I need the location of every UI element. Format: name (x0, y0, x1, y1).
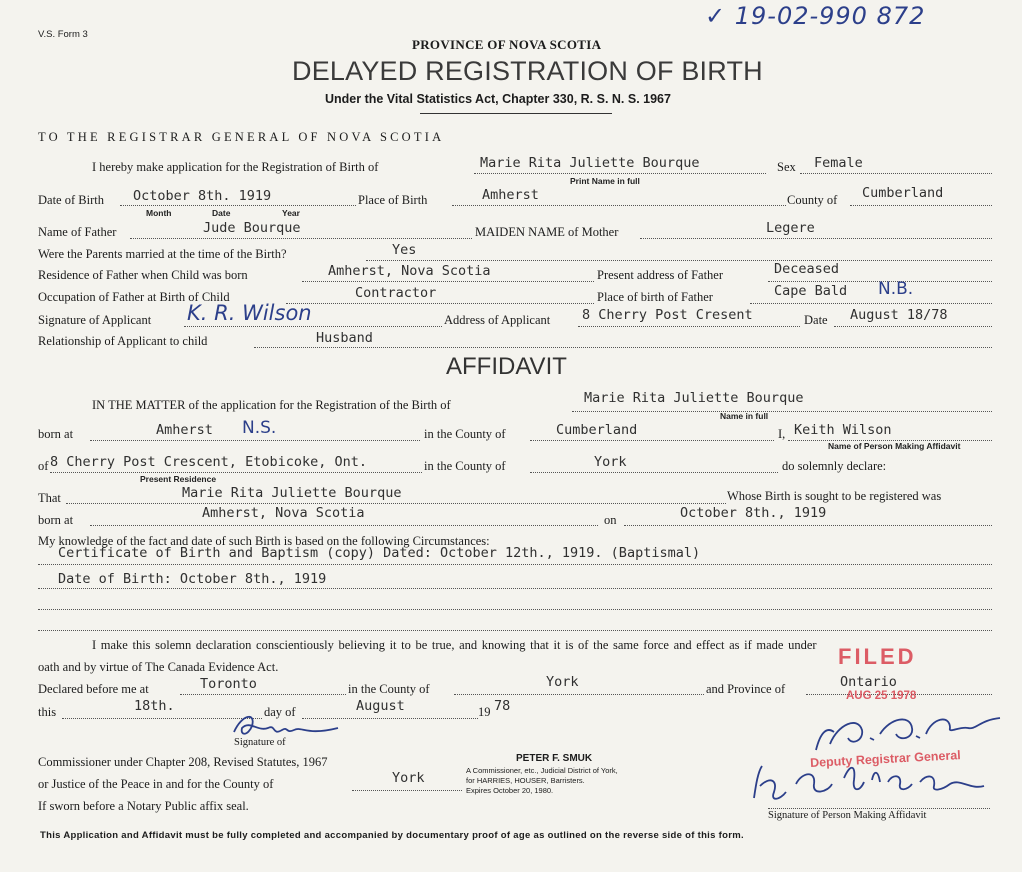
child-name-line (474, 173, 766, 174)
dob-label: Date of Birth (38, 193, 104, 207)
declaration-2: oath and by virtue of The Canada Evidence Act. (38, 660, 279, 674)
father-line (130, 238, 472, 239)
applicant-sig-label: Signature of Applicant (38, 313, 152, 327)
relationship-value: Husband (316, 330, 373, 346)
filed-date-stamp: AUG 25 1978 (846, 690, 917, 702)
dob-value: October 8th. 1919 (133, 188, 272, 204)
dob-part-month: Month (146, 208, 172, 218)
applicant-sig-line (184, 326, 442, 327)
res-county-value: York (594, 454, 627, 470)
sex-line (800, 173, 992, 174)
matter-name-value: Marie Rita Juliette Bourque (584, 390, 804, 406)
year-value: 78 (494, 698, 511, 714)
address-value: 8 Cherry Post Cresent (582, 307, 753, 323)
declared-at-value: Toronto (200, 676, 257, 692)
that-line (66, 503, 726, 504)
child-name-value: Marie Rita Juliette Bourque (480, 155, 700, 171)
county-label: County of (787, 193, 838, 207)
relationship-label: Relationship of Applicant to child (38, 334, 208, 348)
declared-label: Declared before me at (38, 682, 149, 696)
circ-line-3 (38, 609, 992, 610)
occupation-label: Occupation of Father at Birth of Child (38, 290, 230, 304)
born-at2-value: Amherst, Nova Scotia (202, 505, 365, 521)
province-value: Ontario (840, 674, 897, 690)
residence-value: 8 Cherry Post Crescent, Etobicoke, Ont. (50, 454, 367, 470)
occupation-value: Contractor (355, 285, 437, 301)
matter-line (572, 411, 992, 412)
father-res-line (302, 281, 594, 282)
born-at2-label: born at (38, 513, 74, 527)
footer-note: This Application and Affidavit must be fully completed and accompanied by documentary proof of age as outlined on the reverse side of this form. (40, 830, 744, 841)
res-county-line (530, 472, 778, 473)
occupation-line (286, 303, 594, 304)
month-value: August (356, 698, 405, 714)
father-present-value: Deceased (774, 261, 840, 277)
circumstance-1: Certificate of Birth and Baptism (copy) Dated: October 12th., 1919. (Baptismal) (58, 545, 701, 561)
maiden-label: MAIDEN NAME of Mother (475, 225, 619, 239)
father-pob-label: Place of birth of Father (597, 290, 713, 304)
born-on-value: October 8th., 1919 (680, 505, 827, 521)
notary-label: If sworn before a Notary Public affix seal. (38, 799, 249, 813)
deponent-hint: Name of Person Making Affidavit (828, 441, 961, 451)
father-value: Jude Bourque (203, 220, 301, 236)
born-on-line (624, 525, 992, 526)
sex-label: Sex (777, 160, 796, 174)
year-prefix: 19 (478, 705, 491, 719)
that-label: That (38, 491, 61, 505)
affidavit-heading: AFFIDAVIT (446, 353, 567, 380)
date-line (834, 326, 992, 327)
res-county-label: in the County of (424, 459, 506, 473)
form-title: DELAYED REGISTRATION OF BIRTH (292, 56, 763, 86)
deponent-signature (740, 740, 1000, 812)
stamp-line-3: Expires October 20, 1980. (466, 786, 554, 795)
date-label: Date (804, 313, 828, 327)
declared-county-label: in the County of (348, 682, 430, 696)
matter-label: IN THE MATTER of the application for the Registration of the Birth of (92, 398, 451, 412)
date-value: August 18/78 (850, 307, 948, 323)
married-line (366, 260, 992, 261)
address-line (578, 326, 800, 327)
whose-label: Whose Birth is sought to be registered was (727, 489, 942, 503)
born-at-line (90, 440, 420, 441)
justice-label: or Justice of the Peace in and for the County of (38, 777, 274, 791)
filed-stamp: FILED (838, 644, 917, 669)
deponent-value: Keith Wilson (794, 422, 892, 438)
father-res-value: Amherst, Nova Scotia (328, 263, 491, 279)
stamp-line-2: for HARRIES, HOUSER, Barristers. (466, 776, 585, 785)
file-number-note: ✓ 19-02-990 872 (705, 2, 926, 30)
father-pob-value: Cape Bald (774, 283, 848, 299)
declared-line (180, 694, 346, 695)
county-value: Cumberland (862, 185, 944, 201)
pob-value: Amherst (482, 187, 539, 203)
dob-part-date: Date (212, 208, 231, 218)
name-in-full-hint: Name in full (720, 411, 769, 421)
declared-county-line (454, 694, 704, 695)
that-name-value: Marie Rita Juliette Bourque (182, 485, 402, 501)
father-present-label: Present address of Father (597, 268, 724, 282)
circ-line-4 (38, 630, 992, 631)
applicant-signature: K. R. Wilson (187, 301, 312, 325)
title-rule (420, 113, 612, 114)
circ-line-2 (38, 588, 992, 589)
on-label: on (604, 513, 617, 527)
province-header: PROVINCE OF NOVA SCOTIA (412, 37, 602, 52)
commissioner-label: Commissioner under Chapter 208, Revised Statutes, 1967 (38, 755, 328, 769)
addressee: TO THE REGISTRAR GENERAL OF NOVA SCOTIA (38, 130, 445, 144)
print-name-hint: Print Name in full (570, 176, 640, 186)
deputy-registrar-stamp: Deputy Registrar General (809, 748, 962, 770)
day-of-label: day of (264, 705, 296, 719)
born-at-handwritten: N.S. (242, 418, 277, 438)
born-at-value: Amherst (156, 422, 213, 438)
sex-value: Female (814, 155, 863, 171)
province-label: and Province of (706, 682, 786, 696)
father-label: Name of Father (38, 225, 117, 239)
dob-line (120, 205, 356, 206)
married-value: Yes (392, 242, 417, 258)
stamp-name: PETER F. SMUK (516, 753, 593, 764)
deponent-sig-label: Signature of Person Making Affidavit (768, 810, 927, 821)
residence-hint: Present Residence (140, 474, 217, 484)
relationship-line (254, 347, 992, 348)
declared-county-value: York (546, 674, 579, 690)
i-label: I, (778, 427, 786, 441)
maiden-value: Legere (766, 220, 815, 236)
signature-of-label: Signature of (234, 737, 286, 748)
father-pob-handwritten: N.B. (878, 279, 914, 299)
circ-line-1 (38, 564, 992, 565)
in-county-label: in the County of (424, 427, 506, 441)
married-label: Were the Parents married at the time of the Birth? (38, 247, 287, 261)
county-line (850, 205, 992, 206)
born-at2-line (90, 525, 598, 526)
deponent-sig-line (768, 808, 990, 809)
residence-line (50, 472, 422, 473)
maiden-line (640, 238, 992, 239)
act-subtitle: Under the Vital Statistics Act, Chapter 330, R. S. N. S. 1967 (325, 92, 671, 106)
father-res-label: Residence of Father when Child was born (38, 268, 248, 282)
justice-county-value: York (392, 770, 425, 786)
intro-label: I hereby make application for the Registration of Birth of (92, 160, 379, 174)
day-value: 18th. (134, 698, 175, 714)
form-id: V.S. Form 3 (38, 29, 88, 40)
pob-label: Place of Birth (358, 193, 428, 207)
dob-part-year: Year (282, 208, 300, 218)
born-at-label: born at (38, 427, 74, 441)
knowledge-label: My knowledge of the fact and date of such Birth is based on the following Circumstances: (38, 534, 490, 548)
father-pob-line (750, 303, 992, 304)
stamp-line-1: A Commissioner, etc., Judicial District of York, (466, 766, 618, 775)
pob-line (452, 205, 786, 206)
this-label: this (38, 705, 57, 719)
justice-line (352, 790, 462, 791)
declaration-1: I make this solemn declaration conscientiously believing it to be true, and knowing that it is of the same force and effect as if made under (92, 638, 817, 652)
address-label: Address of Applicant (444, 313, 551, 327)
circumstance-2: Date of Birth: October 8th., 1919 (58, 571, 327, 587)
of-label: of (38, 459, 49, 473)
declare-label: do solemnly declare: (782, 459, 887, 473)
in-county-line (530, 440, 774, 441)
county-value-affidavit: Cumberland (556, 422, 638, 438)
